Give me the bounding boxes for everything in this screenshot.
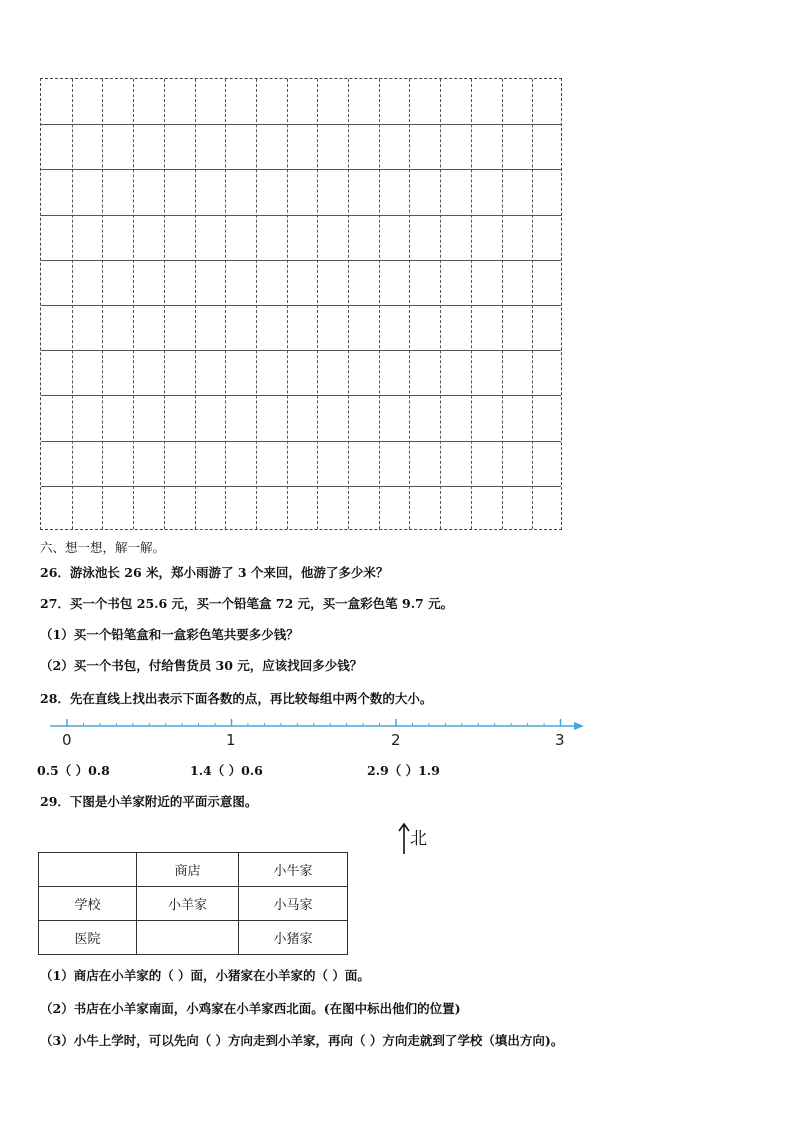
grid-row-line (41, 215, 561, 216)
table-cell: 小猪家 (239, 921, 348, 955)
writing-grid (40, 78, 562, 530)
grid-column-line (532, 79, 533, 529)
table-cell: 小牛家 (239, 853, 348, 887)
grid-row-line (41, 124, 561, 125)
grid-column-line (256, 79, 257, 529)
table-row (39, 921, 348, 955)
grid-column-line (471, 79, 472, 529)
table-row (39, 853, 348, 887)
table-cell (137, 921, 239, 955)
question-27-part-2: （2）买一个书包，付给售货员 30 元，应该找回多少钱？ (40, 658, 363, 673)
grid-column-line (195, 79, 196, 529)
grid-column-line (102, 79, 103, 529)
question-28: 28．先在直线上找出表示下面各数的点，再比较每组中两个数的大小。 (40, 691, 433, 706)
table-cell (39, 853, 137, 887)
grid-column-line (287, 79, 288, 529)
tick-label-2: 2 (391, 731, 401, 749)
grid-column-line (72, 79, 73, 529)
question-27: 27．买一个书包 25.6 元，买一个铅笔盒 72 元，买一盒彩色笔 9.7 元。 (40, 596, 454, 611)
grid-column-line (348, 79, 349, 529)
grid-row-line (41, 486, 561, 487)
grid-column-line (409, 79, 410, 529)
number-line (50, 716, 590, 736)
section-heading: 六、想一想，解一解。 (40, 540, 166, 555)
question-29-part-1: （1）商店在小羊家的（ ）面，小猪家在小羊家的（ ）面。 (40, 968, 370, 983)
tick-label-0: 0 (62, 731, 72, 749)
grid-row-line (41, 350, 561, 351)
grid-column-line (164, 79, 165, 529)
comparison-1: 0.5（ ）0.8 (37, 763, 110, 778)
table-cell: 小羊家 (137, 887, 239, 921)
table-cell: 商店 (137, 853, 239, 887)
grid-column-line (440, 79, 441, 529)
table-cell: 学校 (39, 887, 137, 921)
question-29: 29．下图是小羊家附近的平面示意图。 (40, 794, 258, 809)
grid-row-line (41, 395, 561, 396)
table-row (39, 887, 348, 921)
question-29-part-3: （3）小牛上学时，可以先向（ ）方向走到小羊家，再向（ ）方向走就到了学校（填出方向)。 (40, 1033, 564, 1048)
grid-row-line (41, 260, 561, 261)
grid-column-line (133, 79, 134, 529)
north-label: 北 (410, 829, 427, 849)
grid-row-line (41, 305, 561, 306)
grid-column-line (225, 79, 226, 529)
table-cell: 小马家 (239, 887, 348, 921)
question-29-part-2: （2）书店在小羊家南面，小鸡家在小羊家西北面。(在图中标出他们的位置) (40, 1001, 461, 1016)
tick-label-1: 1 (226, 731, 236, 749)
grid-column-line (379, 79, 380, 529)
table-cell: 医院 (39, 921, 137, 955)
number-line-ticks (67, 719, 561, 726)
grid-column-line (317, 79, 318, 529)
grid-column-line (502, 79, 503, 529)
comparison-2: 1.4（ ）0.6 (190, 763, 263, 778)
number-line-arrow (574, 722, 584, 730)
grid-row-line (41, 169, 561, 170)
tick-label-3: 3 (555, 731, 565, 749)
question-26: 26．游泳池长 26 米，郑小雨游了 3 个来回，他游了多少米？ (40, 565, 389, 580)
comparison-3: 2.9（ ）1.9 (367, 763, 440, 778)
map-table (38, 852, 348, 955)
grid-row-line (41, 441, 561, 442)
question-27-part-1: （1）买一个铅笔盒和一盒彩色笔共要多少钱？ (40, 627, 299, 642)
